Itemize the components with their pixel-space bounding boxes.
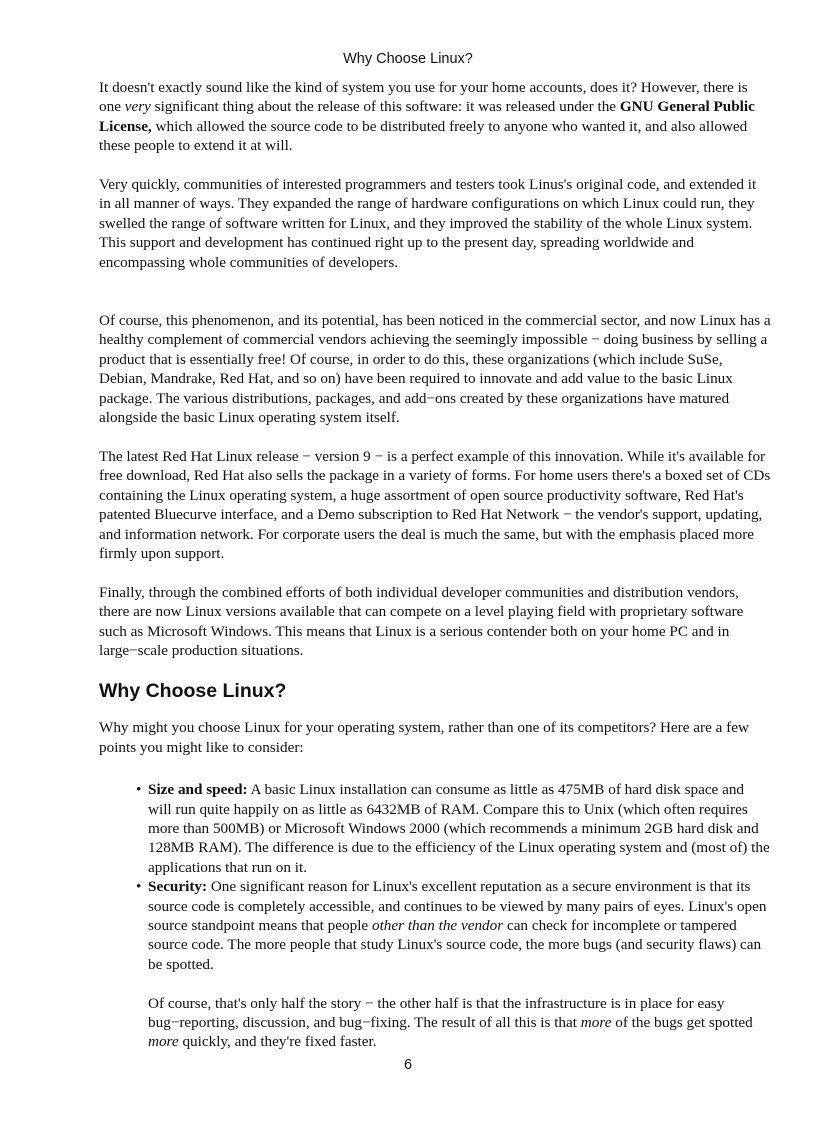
bullet-list	[99, 780, 771, 1052]
section-intro: Why might you choose Linux for your operating system, rather than one of its competitors? Here are a few points you might like to consider:	[99, 719, 749, 756]
emphasis-other-than-vendor: other than the vendor	[371, 916, 504, 934]
page-number: 6	[403, 1057, 413, 1073]
bullet-icon: •	[136, 781, 142, 799]
emphasis-more: more	[580, 1014, 612, 1031]
paragraph-communities: Very quickly, communities of interested programmers and testers took Linus's original code, and extended it in all manner of ways. They expanded the range of hardware configurations on which Linux could run, they swelled the range of software written for Linux, and they improved the stability of the whole Linux system. This support and development has continued right up to the present day, spreading worldwide and encompassing whole communities of developers.	[99, 176, 757, 271]
paragraph-level-playing-field: Finally, through the combined efforts of both individual developer communities and distribution vendors, there are now Linux versions available that can compete on a level playing field with proprietary software such as Microsoft Windows. This means that Linux is a serious contender both on your home PC and in large−scale production situations.	[99, 583, 744, 659]
paragraph-commercial-vendors: Of course, this phenomenon, and its potential, has been noticed in the commercial sector, and now Linux has a healthy complement of commercial vendors achieving the seemingly impossible − doing business by selling a product that is essentially free! Of course, in order to do this, these organizations (which include SuSe, Debian, Mandrake, Red Hat, and so on) have been required to innovate and add value to the basic Linux package. The various distributions, packages, and add−ons created by these organizations have matured alongside the basic Linux operating system itself.	[99, 312, 771, 427]
bullet-icon: •	[136, 878, 142, 896]
security-subparagraph: Of course, that's only half the story − the other half is that the infrastructure is in place for easy bug−reporting, discussion, and bug−fixing. The result of all this is that more of the bugs get spotted more quickly, and they're fixed faster.	[148, 994, 753, 1051]
list-item-label: Size and speed:	[148, 781, 248, 799]
list-item-size-and-speed: • Size and speed: A basic Linux installation can consume as little as 475MB of hard disk space and will run quite happily on as little as 6432MB of RAM. Compare this to Unix (which often requires more than 500MB) or Microsoft Windows 2000 (which recommends a minimum 2GB hard disk and 128MB RAM). The difference is due to the efficiency of the Linux operating system and (most of) the applications that run on it.	[136, 781, 770, 876]
list-item-security: • Security: One significant reason for Linux's excellent reputation as a secure environment is that its source code is completely accessible, and continues to be viewed by many pairs of eyes. Linux's open source standpoint means that people other than the vendor can check for incomplete or tampered source code. The more people that study Linux's source code, the more bugs (and security flaws) can be spotted. Of course, that's only half the story − the other half is that the infrastructure is in place for easy bug−reporting, discussion, and bug−fixing. The result of all this is that more of the bugs get spotted more quickly, and they're fixed faster.	[148, 877, 771, 1052]
paragraph-gpl-license: It doesn't exactly sound like the kind of system you use for your home accounts, does it? However, there is one very significant thing about the release of this software: it was released under the GNU General Public License, which allowed the source code to be distributed freely to anyone who wanted it, and also allowed these people to extend it at will.	[99, 79, 755, 155]
emphasis-more: more	[148, 1033, 179, 1051]
running-header: Why Choose Linux?	[343, 51, 473, 67]
section-heading: Why Choose Linux?	[99, 680, 287, 703]
paragraph-red-hat-9: The latest Red Hat Linux release − version 9 − is a perfect example of this innovation. While it's available for free download, Red Hat also sells the package in a variety of forms. For home users there's a boxed set of CDs containing the Linux operating system, a huge assortment of open source productivity software, Red Hat's patented Bluecurve interface, and a Demo subscription to Red Hat Network − the vendor's support, updating, and information network. For corporate users the deal is much the same, but with the emphasis placed more firmly upon support.	[99, 447, 771, 562]
body-content	[99, 78, 771, 1052]
list-item-label: Security:	[148, 878, 208, 896]
emphasis-very: very	[124, 98, 151, 116]
strong-gnu-gpl: GNU General Public License,	[99, 98, 755, 135]
